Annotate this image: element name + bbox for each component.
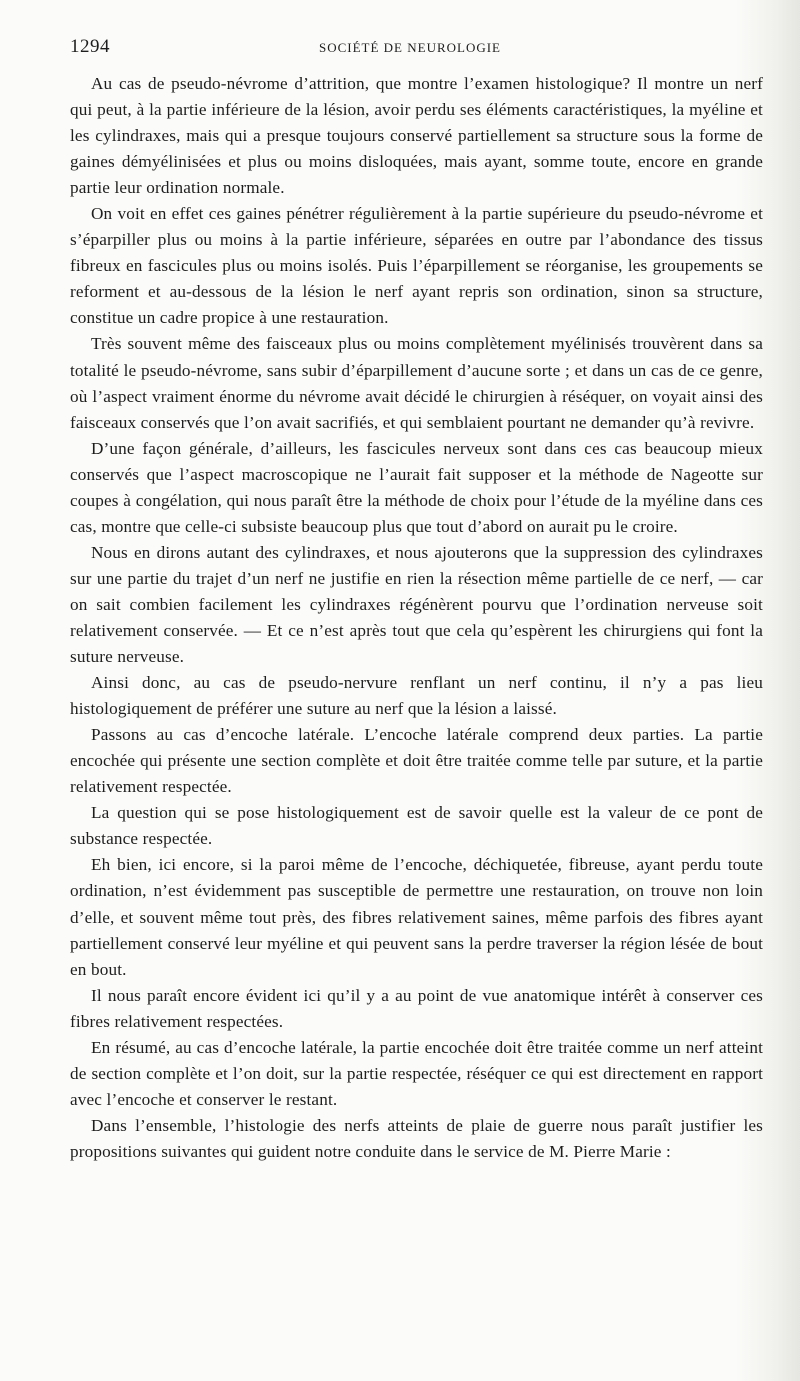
paragraph: Eh bien, ici encore, si la paroi même de l’encoche, déchiquetée, fibreuse, ayant perdu toute ordination, n’est évidemment pas susceptible de permettre une restauration, on trouve non loin d’elle, et souvent même tout près, des fibres relativement saines, même parfois des fibres ayant partiellement conservé leur myéline et qui peuvent sans la perdre traverser la région lésée de bout en bout.: [70, 855, 763, 979]
page-header: [70, 36, 750, 60]
paragraph: Dans l’ensemble, l’histologie des nerfs atteints de plaie de guerre nous paraît justifier les propositions suivantes qui guident notre conduite dans le service de M. Pierre Marie :: [70, 1115, 763, 1161]
page-number: 1294: [70, 36, 110, 57]
paragraph: Au cas de pseudo-névrome d’attrition, que montre l’examen histologique? Il montre un nerf qui peut, à la partie inférieure de la lésion, avoir perdu ses éléments caractéristiques, la myéline et les cylindraxes, mais qui a presque toujours conservé partiellement sa structure sous la forme de gaines démyélinisées et plus ou moins disloquées, mais ayant, somme toute, encore en grande partie leur ordination normale.: [70, 74, 763, 198]
paragraph: La question qui se pose histologiquement est de savoir quelle est la valeur de ce pont de substance respectée.: [70, 803, 763, 849]
paragraph: On voit en effet ces gaines pénétrer régulièrement à la partie supérieure du pseudo-névrome et s’éparpiller plus ou moins à la partie inférieure, séparées en outre par l’abondance des tissus fibreux en fascicules plus ou moins isolés. Puis l’éparpillement se réorganise, les groupements se reforment et au-dessous de la lésion le nerf ayant repris son ordination, sinon sa structure, constitue un cadre propice à une restauration.: [70, 204, 763, 328]
body-text: [70, 71, 763, 1165]
running-head: SOCIÉTÉ DE NEUROLOGIE: [318, 40, 502, 55]
paragraph: Très souvent même des faisceaux plus ou moins complètement myélinisés trouvèrent dans sa totalité le pseudo-névrome, sans subir d’éparpillement d’aucune sorte ; et dans un cas de ce genre, où l’aspect vraiment énorme du névrome avait décidé le chirurgien à réséquer, on voyait ainsi des faisceaux conservés que l’on avait sacrifiés, et qui semblaient pourtant ne demander qu’à revivre.: [70, 334, 763, 432]
paragraph: En résumé, au cas d’encoche latérale, la partie encochée doit être traitée comme un nerf atteint de section complète et l’on doit, sur la partie respectée, réséquer ce qui est directement en rapport avec l’encoche et conserver le restant.: [70, 1037, 763, 1109]
paragraph: D’une façon générale, d’ailleurs, les fascicules nerveux sont dans ces cas beaucoup mieux conservés que l’aspect macroscopique ne l’aurait fait supposer et la méthode de Nageotte sur coupes à congélation, qui nous paraît être la méthode de choix pour l’étude de la myéline dans ces cas, montre que celle-ci subsiste beaucoup plus que tout d’abord on aurait pu le croire.: [70, 438, 763, 536]
paragraph: Il nous paraît encore évident ici qu’il y a au point de vue anatomique intérêt à conserver ces fibres relativement respectées.: [70, 985, 763, 1031]
paragraph: Passons au cas d’encoche latérale. L’encoche latérale comprend deux parties. La partie encochée qui présente une section complète et doit être traitée comme telle par suture, et la partie relativement respectée.: [70, 725, 763, 797]
paragraph: Nous en dirons autant des cylindraxes, et nous ajouterons que la suppression des cylindraxes sur une partie du trajet d’un nerf ne justifie en rien la résection même partielle de ce nerf, — car on sait combien facilement les cylindraxes régénèrent pourvu que l’ordination nerveuse soit relativement conservée. — Et ce n’est après tout que cela qu’espèrent les chirurgiens qui font la suture nerveuse.: [70, 542, 763, 667]
paragraph: Ainsi donc, au cas de pseudo-nervure renflant un nerf continu, il n’y a pas lieu histologiquement de préférer une suture au nerf que la lésion a laissé.: [70, 673, 763, 719]
